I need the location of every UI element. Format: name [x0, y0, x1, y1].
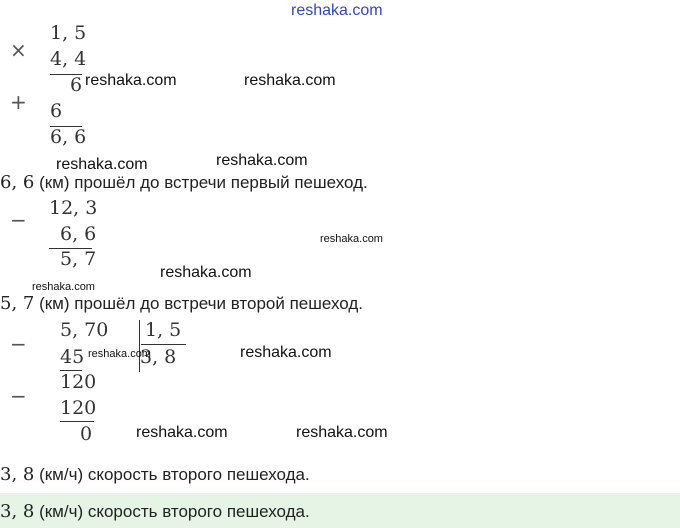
answer-number: 3, 8 — [0, 501, 35, 522]
div-step-2: 120 — [60, 397, 97, 419]
answer-text: (км/ч) скорость второго пешехода. — [34, 502, 310, 521]
watermark: reshaka.com — [56, 156, 148, 173]
plus-sign: + — [10, 90, 27, 114]
watermark: reshaka.com — [216, 152, 308, 169]
watermark: reshaka.com — [160, 264, 252, 281]
statement-number: 3, 8 — [0, 464, 35, 485]
watermark: reshaka.com — [136, 424, 228, 441]
watermark: reshaka.com — [320, 233, 383, 245]
mult-result: 6, 6 — [50, 126, 87, 148]
watermark: reshaka.com — [296, 424, 388, 441]
watermark: reshaka.com — [244, 72, 336, 89]
statement-text: (км/ч) скорость второго пешехода. — [34, 465, 310, 484]
answer-line — [0, 501, 310, 522]
minus-sign: − — [10, 332, 27, 356]
div-step-1: 45 — [60, 346, 85, 368]
mult-factor-a: 1, 5 — [50, 22, 87, 44]
statement-speed — [0, 464, 310, 485]
mult-partial-2: 6 — [50, 100, 63, 122]
div-dividend: 5, 70 — [60, 319, 109, 341]
div-divisor: 1, 5 — [145, 319, 182, 341]
div-quotient: 3, 8 — [140, 346, 177, 368]
div-remainder-2: 0 — [80, 423, 93, 445]
watermark: reshaka.com — [240, 344, 332, 361]
mult-partial-1: 6 — [70, 74, 83, 96]
sub-result: 5, 7 — [60, 248, 97, 270]
watermark: reshaka.com — [88, 348, 151, 360]
watermark: reshaka.com — [32, 281, 95, 293]
watermark-top[interactable]: reshaka.com — [291, 2, 383, 19]
sub-minuend: 12, 3 — [49, 197, 98, 219]
statement-number: 6, 6 — [0, 172, 35, 193]
statement-number: 5, 7 — [0, 293, 35, 314]
statement-text: (км) прошёл до встречи первый пешеход. — [34, 173, 368, 192]
statement-first-walker — [0, 172, 368, 193]
div-step-2-line — [60, 421, 94, 422]
multiply-sign: × — [10, 38, 27, 62]
minus-sign: − — [10, 384, 27, 408]
minus-sign: − — [10, 208, 27, 232]
mult-factor-b: 4, 4 — [50, 48, 87, 70]
div-divisor-line — [141, 344, 186, 345]
statement-second-walker — [0, 293, 363, 314]
watermark: reshaka.com — [85, 72, 177, 89]
statement-text: (км) прошёл до встречи второй пешеход. — [34, 294, 363, 313]
div-remainder-1: 120 — [60, 371, 97, 393]
sub-subtrahend: 6, 6 — [60, 223, 97, 245]
